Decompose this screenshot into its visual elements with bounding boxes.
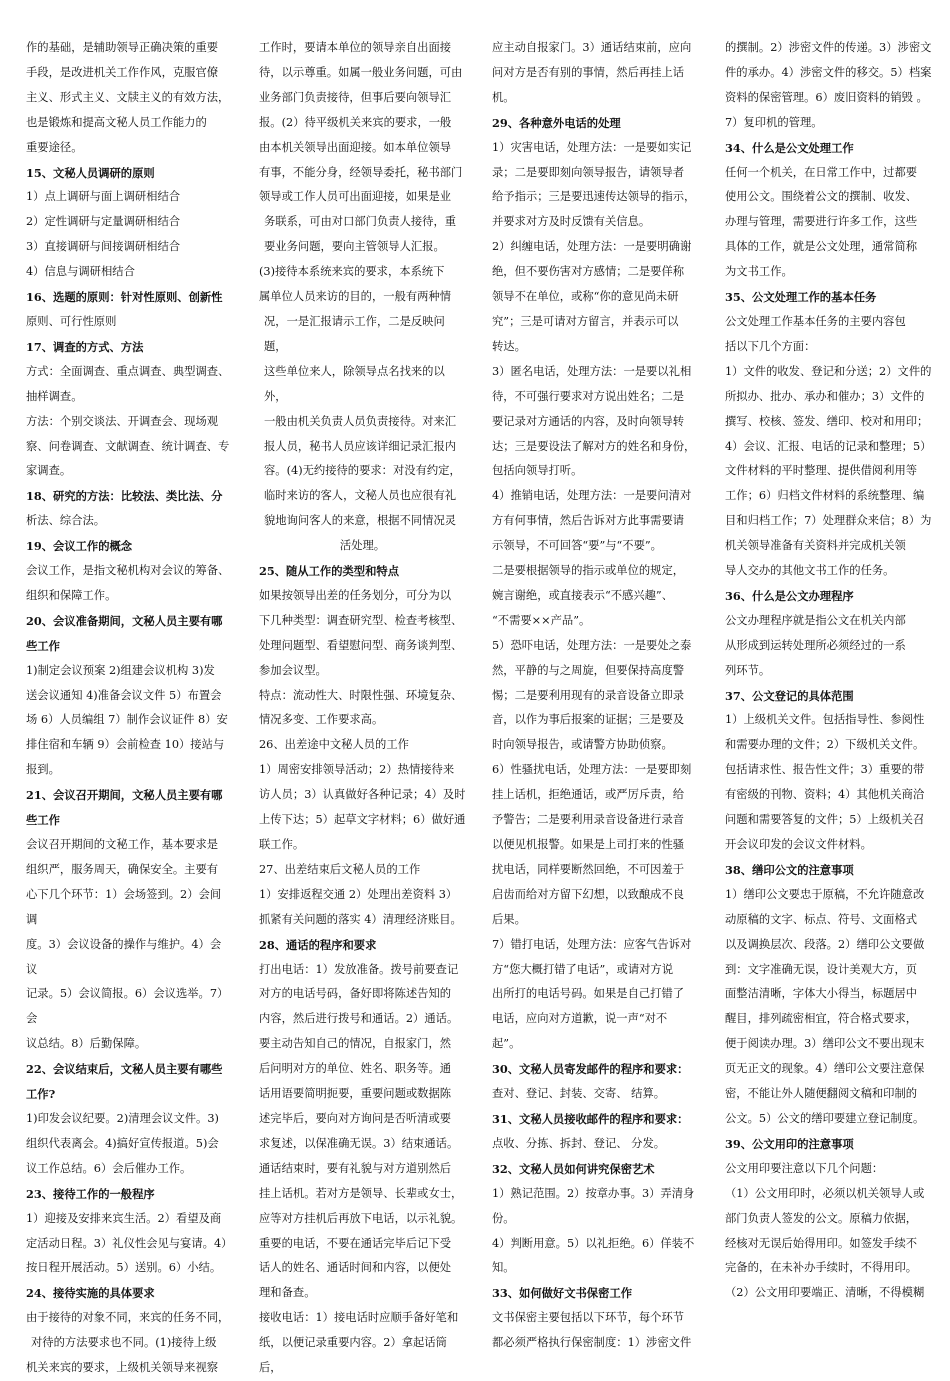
text-line: 1）点上调研与面上调研相结合 bbox=[26, 190, 181, 204]
text-line: 1）文件的收发、登记和分送；2）文件的 bbox=[725, 364, 932, 378]
text-line: 包括向领导打听。 bbox=[492, 464, 583, 478]
text-line: 予警告；二是要利用录音设备进行录音 bbox=[492, 813, 685, 827]
section-heading: 19、会议工作的概念 bbox=[26, 539, 133, 554]
text-line: 属单位人员来访的目的，一般有两种情 bbox=[259, 290, 452, 304]
text-line: 1）安排返程交通 2）处理出差资料 3） bbox=[259, 887, 458, 901]
text-line: 活处理。 bbox=[339, 539, 386, 553]
text-line: 有密级的刊物、资料；4）其他机关商洽 bbox=[725, 788, 925, 802]
text-line: 文件材料的平时整理、提供借阅利用等 bbox=[725, 464, 918, 478]
text-line: 方法：个别交谈法、开调查会、现场观 bbox=[26, 414, 219, 428]
text-line: 抽样调查。 bbox=[26, 389, 83, 403]
text-line: 报。(2）待平级机关来宾的要求，一般 bbox=[259, 115, 452, 129]
section-heading: 35、公文处理工作的基本任务 bbox=[725, 290, 877, 305]
text-line: 为文书工作。 bbox=[725, 265, 793, 279]
text-line: 按日程开展活动。5）送别。6）小结。 bbox=[26, 1261, 222, 1275]
text-line: 录；二是要即刻向领导报告，请领导者 bbox=[492, 165, 685, 179]
text-line: 方式：全面调查、重点调查、典型调查、 bbox=[26, 364, 230, 378]
text-line: 挂上话机，拒绝通话，或严厉斥责，给 bbox=[492, 788, 685, 802]
text-line: 纸，以便记录重要内容。2）拿起话筒后， bbox=[259, 1336, 447, 1375]
text-line: 转达。 bbox=[492, 339, 526, 353]
text-line: 要业务问题，要向主管领导人汇报。 bbox=[264, 240, 445, 254]
section-heading: 20、会议准备期间，文秘人员主要有哪 bbox=[26, 613, 223, 628]
text-line: 然，平静的与之周旋，但要保持高度警 bbox=[492, 663, 685, 677]
text-line: 绝，但不要伤害对方感情；二是要佯称 bbox=[492, 265, 685, 279]
text-line: 起”。 bbox=[492, 1037, 521, 1051]
text-line: 1）上级机关文件。包括指导性、参阅性 bbox=[725, 713, 925, 727]
column-1 bbox=[26, 36, 232, 1381]
section-heading: 22、会议结束后，文秘人员主要有哪些 bbox=[26, 1062, 223, 1077]
text-line: 开会议印发的会议文件材料。 bbox=[725, 838, 872, 851]
text-line: 点收、分拣、拆封、登记、 分发。 bbox=[492, 1136, 666, 1150]
section-heading: 37、公文登记的具体范围 bbox=[725, 688, 854, 703]
text-line: 便于阅读办理。3）缮印公文不要出现末 bbox=[725, 1037, 925, 1051]
text-line: 扰电话，同样要断然回绝，不可因羞于 bbox=[492, 862, 685, 876]
text-line: 时向领导报告，或请警方协助侦察。 bbox=[492, 738, 673, 752]
text-line: 家调查。 bbox=[26, 464, 72, 478]
section-heading: 29、各种意外电话的处理 bbox=[492, 115, 621, 130]
text-line: 特点：流动性大、时限性强、环境复杂、 bbox=[259, 688, 463, 702]
section-heading: 28、通话的程序和要求 bbox=[259, 937, 377, 952]
text-line: (3)接待本系统来宾的要求，本系统下 bbox=[259, 265, 445, 279]
text-line: 应等对方挂机后再放下电话，以示礼貌。 bbox=[259, 1211, 463, 1225]
section-heading: 30、文秘人员寄发邮件的程序和要求： bbox=[492, 1062, 689, 1077]
text-line: 使用公文。围绕着公文的撰制、收发、 bbox=[725, 190, 918, 204]
section-heading: 36、什么是公文办理程序 bbox=[725, 588, 854, 603]
text-line: 一般由机关负责人员负责接待。对来汇 bbox=[264, 414, 457, 428]
text-line: 面整洁清晰，字体大小得当，标题居中 bbox=[725, 987, 918, 1001]
text-line: 二是要根据领导的指示或单位的规定， bbox=[492, 564, 685, 578]
text-line: 述完毕后，要向对方询问是否听清或要 bbox=[259, 1111, 452, 1125]
text-line: 记录。5）会议简报。6）会议选举。7）会 bbox=[26, 987, 229, 1026]
text-line: 婉言谢绝，或直接表示“不感兴趣”、 bbox=[492, 588, 674, 602]
text-line: 抓紧有关问题的落实 4）清理经济账目。 bbox=[259, 912, 462, 926]
text-line: 包括请求性、报告性文件；3）重要的带 bbox=[725, 763, 925, 777]
text-line: 给予指示；三是要迅速传达领导的指示， bbox=[492, 190, 696, 204]
text-line: 所拟办、批办、承办和催办；3）文件的 bbox=[725, 389, 925, 403]
text-line: 报人员，秘书人员应该详细记录汇报内 bbox=[264, 439, 457, 453]
text-line: 7）复印机的管理。 bbox=[725, 115, 823, 129]
text-line: 到：文字准确无误，设计美观大方，页 bbox=[725, 962, 918, 976]
text-line: 导人交办的其他文书工作的任务。 bbox=[725, 564, 895, 578]
text-line: 访人员；3）认真做好各种记录；4）及时 bbox=[259, 788, 466, 802]
text-line: 临时来访的客人，文秘人员也应很有礼 bbox=[264, 489, 457, 503]
text-line: 后问明对方的单位、姓名、职务等。通 bbox=[259, 1062, 452, 1076]
text-line: （2）公文用印要端正、清晰，不得模糊 bbox=[725, 1286, 925, 1300]
text-line: 从形成到运转处理所必须经过的一系 bbox=[725, 638, 906, 652]
text-line: 目和归档工作；7）处理群众来信；8）为 bbox=[725, 514, 932, 528]
section-heading: 23、接待工作的一般程序 bbox=[26, 1186, 155, 1201]
text-line: 排住宿和车辆 9）会前检查 10）接站与 bbox=[26, 738, 225, 752]
text-line: 究”；三是可请对方留言，并表示可以 bbox=[492, 314, 679, 328]
text-line: 对方的电话号码，备好即将陈述告知的 bbox=[259, 987, 452, 1001]
text-line: 业务部门负责接待，但事后要向领导汇 bbox=[259, 90, 452, 104]
text-line: 度。3）会议设备的操作与维护。4）会议 bbox=[26, 937, 222, 976]
text-line: 话用语要简明扼要，重要问题或数据陈 bbox=[259, 1087, 452, 1101]
text-line: 容。(4)无约接待的要求：对没有约定， bbox=[264, 464, 461, 478]
text-line: 1）缮印公文要忠于原稿，不允许随意改 bbox=[725, 887, 925, 901]
text-line: 4）会议、汇报、电话的记录和整理；5） bbox=[725, 439, 932, 453]
text-line: 以便见机报警。如果是上司打来的性骚 bbox=[492, 838, 685, 851]
text-line: 查对、登记、封装、交寄、 结算。 bbox=[492, 1087, 666, 1101]
text-line: 撰写、校核、签发、缮印、校对和用印； bbox=[725, 414, 929, 428]
text-line: 26、出差途中文秘人员的工作 bbox=[259, 738, 409, 752]
text-line: 内容，然后进行拨号和通话。2）通话。 bbox=[259, 1012, 459, 1026]
section-heading: 33、如何做好文书保密工作 bbox=[492, 1286, 632, 1301]
text-line: 和需要办理的文件；2）下级机关文件。 bbox=[725, 738, 925, 752]
text-line: 挂上话机。若对方是领导、长辈或女士， bbox=[259, 1186, 463, 1200]
text-line: 察、问卷调查、文献调查、统计调查、专 bbox=[26, 439, 230, 453]
section-heading: 34、什么是公文处理工作 bbox=[725, 140, 854, 155]
text-line: 机关来宾的要求，上级机关领导来视察 bbox=[26, 1361, 219, 1375]
text-line: 由本机关领导出面迎接。如本单位领导 bbox=[259, 140, 452, 154]
text-line: 2）定性调研与定量调研相结合 bbox=[26, 215, 181, 229]
text-line: 这些单位来人，除领导点名找来的以外， bbox=[264, 364, 445, 403]
text-line: 打出电话：1）发放准备。拨号前要查记 bbox=[259, 962, 459, 976]
text-line: 重要的电话，不要在通话完毕后记下受 bbox=[259, 1236, 452, 1250]
section-heading: 16、选题的原则：针对性原则、创新性 bbox=[26, 290, 223, 305]
text-line: 7）错打电话，处理方法：应客气告诉对 bbox=[492, 937, 692, 951]
text-line: 公文处理工作基本任务的主要内容包 bbox=[725, 314, 906, 328]
text-line: 情况多变、工作要求高。 bbox=[259, 713, 384, 727]
text-line: （1）公文用印时，必须以机关领导人或 bbox=[725, 1186, 925, 1200]
text-line: 5）恐吓电话，处理方法：一是要处之泰 bbox=[492, 638, 692, 652]
section-heading: 21、会议召开期间，文秘人员主要有哪 bbox=[26, 788, 223, 803]
section-heading: 38、缮印公文的注意事项 bbox=[725, 862, 854, 877]
text-line: 1)印发会议纪要。2)清理会议文件。3) bbox=[26, 1111, 219, 1125]
section-heading: 工作? bbox=[26, 1087, 56, 1102]
text-line: 都必须严格执行保密制度：1）涉密文件 bbox=[492, 1336, 692, 1350]
text-line: 话人的姓名、通话时间和内容，以便处 bbox=[259, 1261, 452, 1275]
section-heading: 39、公文用印的注意事项 bbox=[725, 1136, 854, 1151]
text-line: 工作；6）归档文件材料的系统整理、编 bbox=[725, 489, 925, 503]
text-line: 上传下达；5）起草文字材料；6）做好通 bbox=[259, 813, 466, 827]
text-line: 心下几个环节：1）会场签到。2）会间调 bbox=[26, 887, 222, 926]
text-line: 参加会议型。 bbox=[259, 663, 327, 677]
text-line: 要主动告知自己的情况，自报家门，然 bbox=[259, 1037, 452, 1051]
text-line: 1）周密安排领导活动；2）热情接待来 bbox=[259, 763, 455, 777]
text-line: 密，不能让外人随便翻阅文稿和印制的 bbox=[725, 1087, 918, 1101]
text-line: 3）直接调研与间接调研相结合 bbox=[26, 240, 181, 254]
text-line: 启齿而给对方留下幻想，以致酿成不良 bbox=[492, 887, 685, 901]
section-heading: 15、文秘人员调研的原则 bbox=[26, 165, 155, 180]
text-line: 问题和需要答复的文件；5）上级机关召 bbox=[725, 813, 925, 827]
text-line: 组织代表离会。4)搞好宣传报道。5)会 bbox=[26, 1136, 219, 1150]
text-line: 27、出差结束后文秘人员的工作 bbox=[259, 862, 421, 876]
text-line: 场 6）人员编组 7）制作会议证件 8）安 bbox=[26, 713, 228, 727]
text-line: 领导或工作人员可出面迎接，如果是业 bbox=[259, 190, 452, 204]
text-line: 务联系，可由对口部门负责人接待，重 bbox=[264, 215, 457, 229]
text-line: 3）匿名电话，处理方法：一是要以礼相 bbox=[492, 364, 692, 378]
text-line: 括以下几个方面： bbox=[725, 339, 816, 353]
text-line: 公文。5）公文的缮印要建立登记制度。 bbox=[725, 1111, 925, 1125]
text-line: 会议召开期间的文秘工作，基本要求是 bbox=[26, 838, 219, 851]
text-line: 应主动自报家门。3）通话结束前，应向 bbox=[492, 41, 692, 54]
text-line: 送会议通知 4)准备会议文件 5）布置会 bbox=[26, 688, 222, 702]
text-line: 示领导，不可回答“要”与“不要”。 bbox=[492, 539, 662, 553]
text-line: 手段，是改进机关工作作风，克服官僚 bbox=[26, 65, 219, 79]
text-line: 机。 bbox=[492, 90, 515, 104]
text-line: 对待的方法要求也不同。(1)接待上级 bbox=[31, 1336, 217, 1350]
text-line: 任何一个机关，在日常工作中，过都要 bbox=[725, 165, 918, 179]
text-line: 工作时，要请本单位的领导亲自出面接 bbox=[259, 41, 452, 54]
text-line: 处理问题型、看望慰问型、商务谈判型、 bbox=[259, 638, 463, 652]
text-line: 接收电话：1）接电话时应顺手备好笔和 bbox=[259, 1311, 459, 1325]
text-line: 公文用印要注意以下几个问题： bbox=[725, 1161, 884, 1175]
text-line: 由于接待的对象不同，来宾的任务不同， bbox=[26, 1311, 230, 1325]
text-line: 如果按领导出差的任务划分，可分为以 bbox=[259, 588, 452, 602]
section-heading: 25、随从工作的类型和特点 bbox=[259, 564, 399, 579]
text-line: 议总结。8）后勤保障。 bbox=[26, 1037, 147, 1051]
text-line: “不需要××产品”。 bbox=[492, 613, 591, 627]
text-line: 有事，不能分身，经领导委托，秘书部门 bbox=[259, 165, 463, 179]
text-line: 作的基础，是辅助领导正确决策的重要 bbox=[26, 41, 219, 54]
text-line: 议工作总结。6）会后催办工作。 bbox=[26, 1161, 192, 1175]
text-line: 经核对无误后始得用印。如签发手续不 bbox=[725, 1236, 918, 1250]
text-line: 下几种类型：调查研究型、检查考核型、 bbox=[259, 613, 463, 627]
text-line: 通话结束时，要有礼貌与对方道别然后 bbox=[259, 1161, 452, 1175]
text-line: 6）性骚扰电话，处理方法：一是要即刻 bbox=[492, 763, 692, 777]
text-line: 4）信息与调研相结合 bbox=[26, 265, 135, 279]
text-line: 待，不可强行要求对方说出姓名；二是 bbox=[492, 389, 685, 403]
text-line: 机关领导准备有关资料并完成机关领 bbox=[725, 539, 906, 553]
text-line: 4）判断用意。5）以礼拒绝。6）佯装不知。 bbox=[492, 1236, 695, 1275]
text-line: 1）灾害电话，处理方法：一是要如实记 bbox=[492, 140, 692, 154]
text-line: 并要求对方及时反馈有关信息。 bbox=[492, 215, 651, 229]
text-line: 电话，应向对方道歉，说一声“对不 bbox=[492, 1012, 668, 1026]
column-3 bbox=[492, 36, 700, 1356]
text-line: 1）迎接及安排来宾生活。2）看望及商 bbox=[26, 1211, 222, 1225]
section-heading: 些工作 bbox=[26, 813, 60, 828]
text-line: 达；三是要设法了解对方的姓名和身份， bbox=[492, 439, 696, 453]
text-line: 完备的，在未补办手续时，不得用印。 bbox=[725, 1261, 918, 1275]
text-line: 动原稿的文字、标点、符号、文面格式 bbox=[725, 912, 918, 926]
text-line: 办理与管理，需要进行许多工作，这些 bbox=[725, 215, 918, 229]
text-line: 报到。 bbox=[26, 763, 60, 777]
text-line: 以及调换层次、段落。2）缮印公文要做 bbox=[725, 937, 925, 951]
column-2 bbox=[259, 36, 466, 1381]
text-line: 4）推销电话，处理方法：一是要问清对 bbox=[492, 489, 692, 503]
column-4 bbox=[725, 36, 932, 1306]
text-line: 问对方是否有别的事情，然后再挂上话 bbox=[492, 65, 685, 79]
text-line: 具体的工作，就是公文处理，通常简称 bbox=[725, 240, 918, 254]
text-line: 会议工作，是指文秘机构对会议的筹备、 bbox=[26, 564, 230, 578]
text-line: 页无正文的现象。4）缮印公文要注意保 bbox=[725, 1062, 925, 1076]
text-line: 出所打的电话号码。如果是自己打错了 bbox=[492, 987, 685, 1001]
text-line: 领导不在单位，或称“你的意见尚未研 bbox=[492, 290, 679, 304]
text-line: 况，一是汇报请示工作，二是反映问题， bbox=[264, 314, 445, 353]
text-line: 文书保密主要包括以下环节，每个环节 bbox=[492, 1311, 685, 1325]
section-heading: 18、研究的方法：比较法、类比法、分 bbox=[26, 489, 223, 504]
section-heading: 32、文秘人员如何讲究保密艺术 bbox=[492, 1161, 655, 1176]
text-line: 也是锻炼和提高文秘人员工作能力的 bbox=[26, 115, 207, 129]
section-heading: 31、文秘人员接收邮件的程序和要求： bbox=[492, 1111, 689, 1126]
text-line: 方“您大概打错了电话”，或请对方说 bbox=[492, 962, 674, 976]
text-line: 件的承办。4）涉密文件的移交。5）档案 bbox=[725, 65, 932, 79]
text-line: 音，以作为事后报案的证据；三是要及 bbox=[492, 713, 685, 727]
text-line: 待，以示尊重。如属一般业务问题，可由 bbox=[259, 65, 463, 79]
text-line: 1)制定会议预案 2)组建会议机构 3)发 bbox=[26, 663, 215, 677]
text-line: 组织和保障工作。 bbox=[26, 588, 117, 602]
text-line: 列环节。 bbox=[725, 663, 771, 677]
text-line: 主义、形式主义、文牍主义的有效方法， bbox=[26, 90, 230, 104]
text-line: 要记录对方通话的内容，及时向领导转 bbox=[492, 414, 685, 428]
section-heading: 24、接待实施的具体要求 bbox=[26, 1286, 155, 1301]
text-line: 定活动日程。3）礼仪性会见与宴请。4） bbox=[26, 1236, 233, 1250]
text-line: 貌地询问客人的来意，根据不同情况灵 bbox=[264, 514, 457, 528]
text-line: 组织严，服务周天，确保安全。主要有 bbox=[26, 862, 219, 876]
text-line: 2）纠缠电话，处理方法：一是要明确谢 bbox=[492, 240, 692, 254]
text-line: 方有何事情，然后告诉对方此事需要请 bbox=[492, 514, 685, 528]
text-line: 原则、可行性原则 bbox=[26, 314, 117, 328]
text-line: 重要途径。 bbox=[26, 140, 83, 154]
text-line: 公文办理程序就是指公文在机关内部 bbox=[725, 613, 906, 627]
text-line: 后果。 bbox=[492, 912, 526, 926]
section-heading: 17、调查的方式、方法 bbox=[26, 339, 144, 354]
text-line: 理和备查。 bbox=[259, 1286, 316, 1300]
text-line: 析法、综合法。 bbox=[26, 514, 106, 528]
text-line: 求复述，以保准确无误。3）结束通话。 bbox=[259, 1136, 459, 1150]
text-line: 资料的保密管理。6）废旧资料的销毁 。 bbox=[725, 90, 928, 104]
text-line: 联工作。 bbox=[259, 838, 305, 851]
text-line: 1）熟记范围。2）按章办事。3）弄清身份。 bbox=[492, 1186, 695, 1225]
text-line: 惕；二是要利用现有的录音设备立即录 bbox=[492, 688, 685, 702]
text-line: 部门负责人签发的公文。原稿力依据， bbox=[725, 1211, 918, 1225]
text-line: 的撰制。2）涉密文件的传递。3）涉密文 bbox=[725, 41, 932, 54]
text-line: 醒目，排列疏密相宜，符合格式要求， bbox=[725, 1012, 918, 1026]
section-heading: 些工作 bbox=[26, 638, 60, 653]
